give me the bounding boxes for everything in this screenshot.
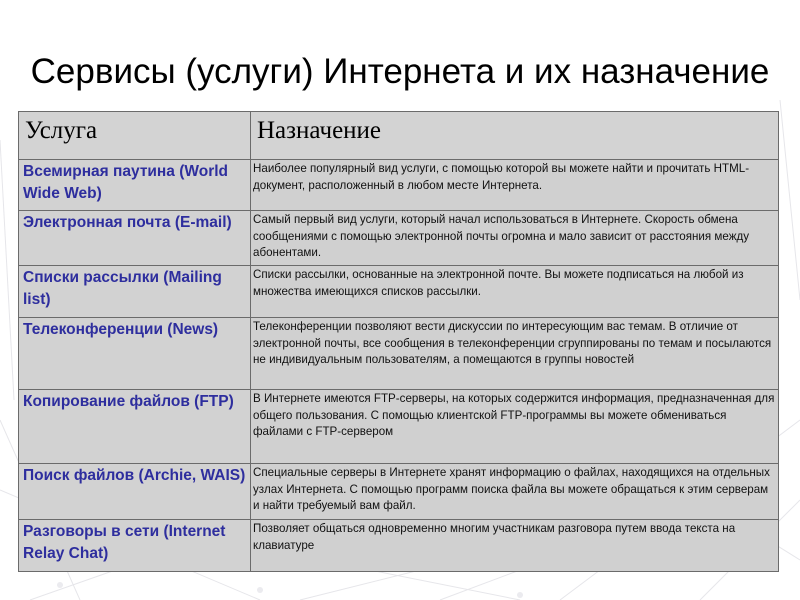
column-header-service: Услуга (19, 112, 251, 160)
table-row (19, 520, 779, 572)
service-purpose-cell: В Интернете имеются FTP-серверы, на которых содержится информация, предназначенная для общего пользования. С помощью клиентской FTP-программы вы можете обмениваться файлами с FTP-сервером (251, 390, 779, 464)
service-purpose-cell: Самый первый вид услуги, который начал использоваться в Интернете. Скорость обмена сообщениями с помощью электронной почты огромна и мало зависит от расстояния между абонентами. (251, 211, 779, 266)
service-purpose-cell: Наиболее популярный вид услуги, с помощью которой вы можете найти и прочитать HTML-документ, расположенный в любом месте Интернета. (251, 160, 779, 211)
service-name-cell: Списки рассылки (Mailing list) (19, 266, 251, 318)
service-name-cell: Всемирная паутина (World Wide Web) (19, 160, 251, 211)
slide-title: Сервисы (услуги) Интернета и их назначение (30, 52, 770, 91)
table-row (19, 464, 779, 520)
header-row (19, 112, 779, 160)
table-row (19, 266, 779, 318)
table-row (19, 211, 779, 266)
column-header-purpose: Назначение (251, 112, 779, 160)
service-name-cell: Поиск файлов (Archie, WAIS) (19, 464, 251, 520)
service-name-cell: Копирование файлов (FTP) (19, 390, 251, 464)
service-purpose-cell: Телеконференции позволяют вести дискуссии по интересующим вас темам. В отличие от электронной почты, все сообщения в телеконференции сгруппированы по темам и посылаются не индивидуальным пользователям, а помещаются в группы новостей (251, 318, 779, 390)
service-name-cell: Разговоры в сети (Internet Relay Chat) (19, 520, 251, 572)
service-purpose-cell: Позволяет общаться одновременно многим участникам разговора путем ввода текста на клавиатуре (251, 520, 779, 572)
service-purpose-cell: Списки рассылки, основанные на электронной почте. Вы можете подписаться на любой из множества имеющихся списков рассылки. (251, 266, 779, 318)
table-row (19, 390, 779, 464)
table-row (19, 160, 779, 211)
service-purpose-cell: Специальные серверы в Интернете хранят информацию о файлах, находящихся на отдельных узлах Интернета. С помощью программ поиска файла вы можете обращаться к этим серверам и найти требуемый вам файл. (251, 464, 779, 520)
service-name-cell: Телеконференции (News) (19, 318, 251, 390)
services-table (18, 111, 779, 572)
table-row (19, 318, 779, 390)
service-name-cell: Электронная почта (E-mail) (19, 211, 251, 266)
